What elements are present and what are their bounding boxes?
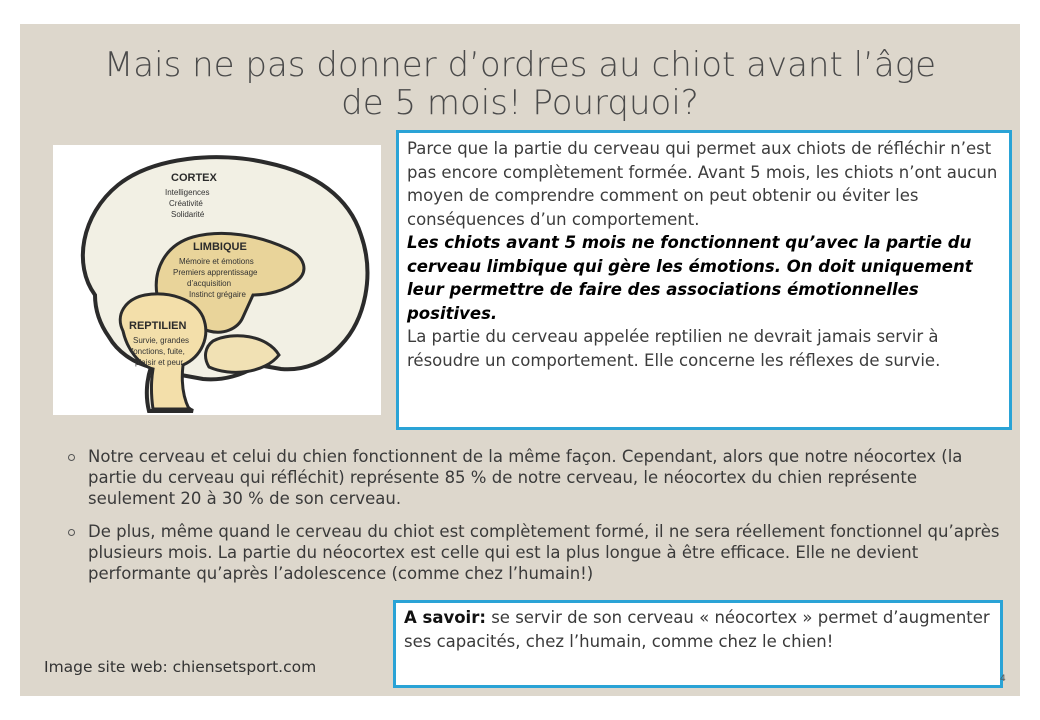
title-line-2: de 5 mois! Pourquoi? [341, 83, 699, 123]
cortex-item-1: Intelligences [165, 188, 210, 197]
page-title [0, 46, 1040, 122]
bullet-text: Notre cerveau et celui du chien fonctionnent de la même façon. Cependant, alors que notre néocortex (la partie du cerveau qui réfléchit) représente 85 % de notre cerveau, le néocortex du chien représente seulement 20 à 30 % de son cerveau. [88, 447, 963, 508]
cortex-item-3: Solidarité [171, 210, 205, 219]
title-line-1: Mais ne pas donner d’ordres au chiot avant l’âge [103, 45, 937, 85]
page-number: 4 [1000, 674, 1006, 684]
limbique-title: LIMBIQUE [193, 241, 247, 253]
bullet-item [68, 446, 1008, 509]
explanation-paragraph-2: Les chiots avant 5 mois ne fonctionnent qu’avec la partie du cerveau limbique qui gère les émotions. On doit uniquement leur permettre de faire des associations émotionnelles positives. [407, 233, 973, 323]
limbique-item-2: Premiers apprentissage [173, 268, 258, 277]
explanation-paragraph-1: Parce que la partie du cerveau qui permet aux chiots de réfléchir n’est pas encore complètement formée. Avant 5 mois, les chiots n’ont aucun moyen de comprendre comment on peut obtenir ou éviter les conséquences d’un comportement. [407, 139, 998, 229]
a-savoir-text: se servir de son cerveau « néocortex » permet d’augmenter ses capacités, chez l’humain, comme chez le chien! [404, 608, 990, 651]
limbique-item-3: d’acquisition [187, 279, 232, 288]
reptilien-item-2: fonctions, fuite, [131, 347, 185, 356]
bullet-item [68, 521, 1008, 584]
cortex-item-2: Créativité [169, 199, 203, 208]
cortex-title: CORTEX [171, 172, 217, 184]
limbique-item-1: Mémoire et émotions [179, 257, 254, 266]
bullet-list [68, 446, 1008, 596]
limbique-item-4: Instinct grégaire [189, 290, 246, 299]
bullet-marker-icon [68, 529, 75, 536]
bullet-text: De plus, même quand le cerveau du chiot est complètement formé, il ne sera réellement fonctionnel qu’après plusieurs mois. La partie du néocortex est celle qui est la plus longue à être efficace. Elle ne devient performante qu’après l’adolescence (comme chez l’humain!) [88, 522, 1000, 583]
explanation-paragraph-3: La partie du cerveau appelée reptilien ne devrait jamais servir à résoudre un comportement. Elle concerne les réflexes de survie. [407, 327, 941, 370]
a-savoir-label: A savoir: [404, 608, 486, 627]
bullet-marker-icon [68, 454, 75, 461]
reptilien-item-1: Survie, grandes [133, 336, 190, 345]
a-savoir-box [393, 600, 1003, 688]
image-credit: Image site web: chiensetsport.com [44, 658, 317, 676]
reptilien-item-3: plaisir et peur [135, 358, 184, 367]
brain-diagram-image [53, 145, 381, 415]
reptilien-title: REPTILIEN [129, 320, 187, 332]
explanation-box [396, 130, 1012, 430]
brain-diagram-svg [53, 145, 381, 415]
